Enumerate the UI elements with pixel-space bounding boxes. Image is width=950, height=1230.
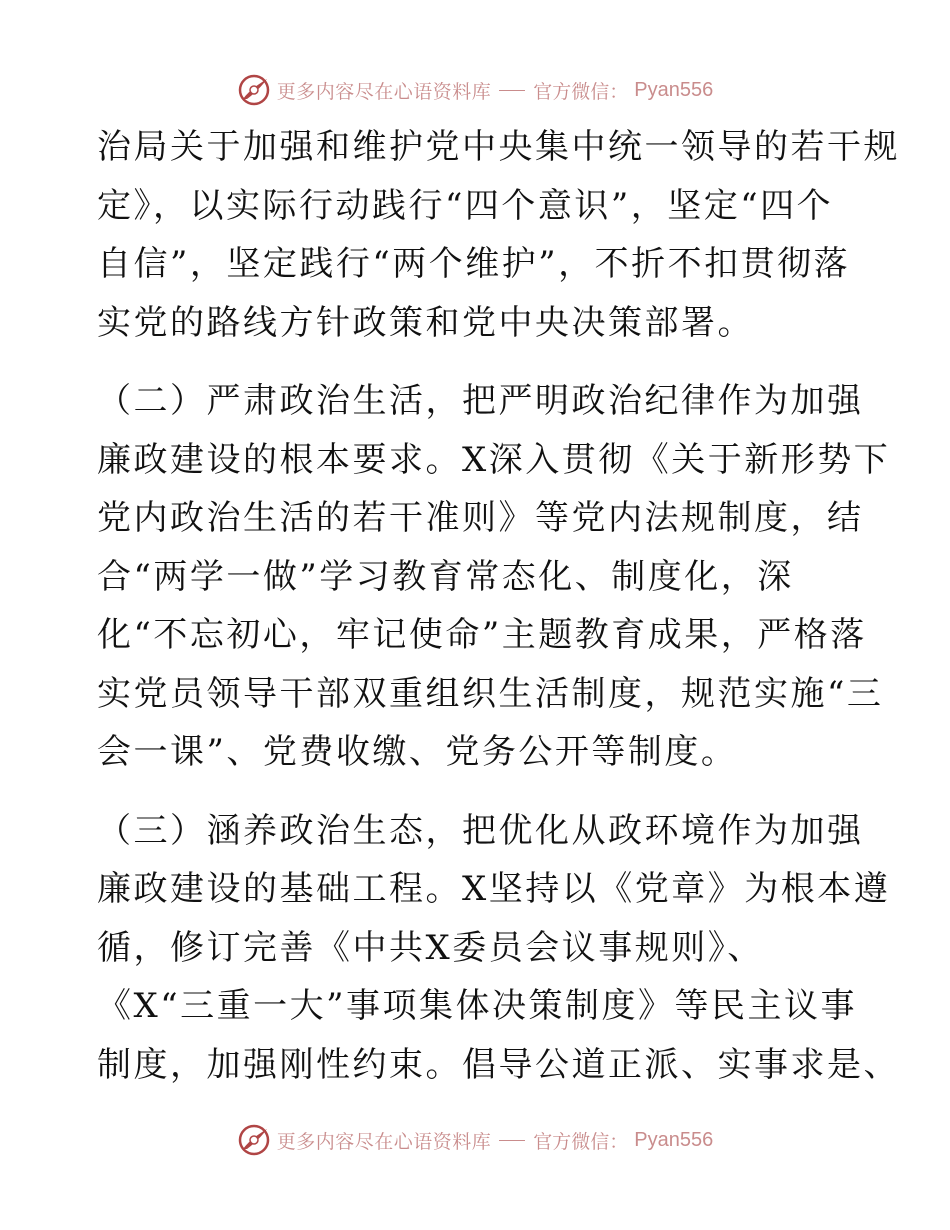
text-line: 《X“三重一大”事项集体决策制度》等民主议事 xyxy=(97,986,857,1026)
footer-watermark xyxy=(0,1120,950,1160)
text-line: （二）严肃政治生活，把严明政治纪律作为加强 xyxy=(97,381,864,421)
text-line: 合“两学一做”学习教育常态化、制度化，深 xyxy=(97,556,794,597)
text-line: 廉政建设的基础工程。X坚持以《党章》为根本遵 xyxy=(97,869,891,909)
watermark-secondary-text: 官方微信： xyxy=(533,1130,629,1153)
header-watermark xyxy=(0,70,950,110)
watermark-wechat-id: Pyan556 xyxy=(634,78,714,101)
paragraph-3 xyxy=(97,802,900,1095)
watermark-dash xyxy=(499,90,525,91)
text-line: 制度，加强刚性约束。倡导公道正派、实事求是、 xyxy=(97,1044,900,1085)
text-line: 治局关于加强和维护党中央集中统一领导的若干规 xyxy=(97,127,900,167)
text-line: 党内政治生活的若干准则》等党内法规制度，结 xyxy=(97,498,864,538)
text-line: 循，修订完善《中共X委员会议事规则》、 xyxy=(97,927,764,968)
watermark-secondary-text: 官方微信： xyxy=(533,80,629,103)
watermark-wechat-id: Pyan556 xyxy=(634,1128,714,1151)
watermark-dash xyxy=(499,1140,525,1141)
paragraph-2 xyxy=(97,372,891,782)
text-line: 化“不忘初心，牢记使命”主题教育成果，严格落 xyxy=(97,615,867,655)
quill-logo-icon xyxy=(237,73,271,107)
text-line: 实党员领导干部双重组织生活制度，规范实施“三 xyxy=(97,673,884,714)
watermark-text: 更多内容尽在心语资料库 xyxy=(276,80,492,103)
quill-logo-icon xyxy=(237,1123,271,1157)
text-line: 实党的路线方针政策和党中央决策部署。 xyxy=(97,302,754,343)
text-line: 廉政建设的根本要求。X深入贯彻《关于新形势下 xyxy=(97,439,891,480)
text-line: 自信”，坚定践行“两个维护”，不折不扣贯彻落 xyxy=(97,244,851,284)
text-line: 会一课”、党费收缴、党务公开等制度。 xyxy=(97,732,738,772)
document-body xyxy=(97,118,900,1114)
paragraph-1 xyxy=(97,118,900,352)
text-line: （三）涵养政治生态，把优化从政环境作为加强 xyxy=(97,810,864,851)
watermark-text: 更多内容尽在心语资料库 xyxy=(276,1130,492,1153)
text-line: 定》，以实际行动践行“四个意识”，坚定“四个 xyxy=(97,185,834,226)
